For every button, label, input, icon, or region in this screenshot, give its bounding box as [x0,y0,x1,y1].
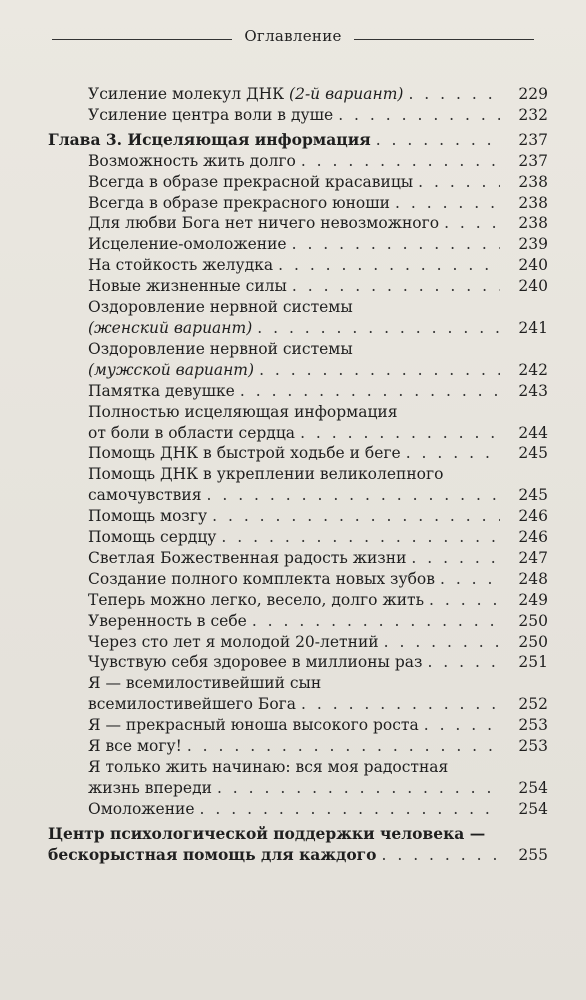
toc-entry [48,611,548,632]
toc-entry-title [88,673,321,694]
page-number: 252 [518,695,548,714]
toc-entry [48,172,548,193]
page-number: 249 [518,590,548,609]
toc-entry-title [88,799,195,820]
dot-leader [301,694,500,715]
dot-leader [301,151,500,172]
toc-entry-title [88,381,235,402]
toc-entry-title [88,339,353,360]
toc-entry [48,652,548,673]
toc-entry-text: самочувствия [88,486,202,505]
toc-entry-text: Усиление молекул ДНК [88,85,290,103]
toc-entry-text: Оздоровление нервной системы [88,298,353,317]
toc-entry-text: Всегда в образе прекрасной красавицы [88,172,414,191]
page-number: 253 [518,737,548,756]
toc-entry-text: Я только жить начинаю: вся моя радостная [88,758,449,776]
toc-entry-text: Для любви Бога нет ничего невозможного [88,214,440,233]
page-number: 229 [518,85,548,103]
page-number: 253 [518,716,548,735]
toc-entry-text: Глава 3. Исцеляющая информация [48,129,371,149]
page-number: 242 [518,360,548,379]
toc-entry [48,590,548,611]
toc-entry-title [88,632,379,653]
toc-entry-title [88,172,413,193]
toc-entry-title [88,105,333,126]
toc-entry-title [48,845,377,866]
table-of-contents [48,84,548,866]
toc-entry-variant: (2-й вариант) [289,85,404,103]
toc-entry-title [88,464,443,485]
dot-leader [257,318,500,339]
page-number: 246 [518,507,548,526]
dot-leader [212,506,500,527]
page-number: 239 [518,235,548,254]
dot-leader [444,213,500,234]
toc-entry-text: Помощь ДНК в укреплении великолепного [88,465,444,484]
toc-entry-text: На стойкость желудка [88,256,274,275]
dot-leader [384,632,500,653]
dot-leader [207,485,501,506]
dot-leader [424,715,500,736]
page-number: 254 [518,778,548,797]
toc-entry-title [88,548,406,569]
dot-leader [252,611,500,632]
page-number: 254 [518,799,548,818]
toc-entry [48,402,548,444]
page-number: 246 [518,528,548,547]
dot-leader [300,423,500,444]
toc-entry-text: Чувствую себя здоровее в миллионы раз [88,653,423,672]
toc-entry-text: жизнь впереди [88,778,212,797]
toc-entry-title [48,130,371,151]
toc-entry [48,757,548,799]
toc-entry-text: Создание полного комплекта новых зубов [88,569,435,588]
toc-chapter-entry [48,824,548,866]
toc-entry-text: бескорыстная помощь для каждого [48,844,377,864]
toc-entry-text: Помощь ДНК в быстрой ходьбе и беге [88,444,401,463]
toc-entry [48,255,548,276]
toc-entry-title [88,694,296,715]
toc-entry-text: Светлая Божественная радость жизни [88,548,407,567]
dot-leader [408,84,500,105]
toc-entry-title [48,824,485,845]
toc-entry [48,381,548,402]
toc-entry-title [88,736,182,757]
toc-entry [48,632,548,653]
page-number: 245 [518,486,548,505]
toc-entry [48,443,548,464]
toc-entry-title [88,318,252,339]
dot-leader [200,799,500,820]
page-number: 251 [518,653,548,672]
header-title: Оглавление [244,27,342,45]
toc-entry-text: Полностью исцеляющая информация [88,402,398,421]
header-rule-right [354,39,534,40]
toc-entry-title [88,84,403,105]
dot-leader [292,276,500,297]
toc-entry-title [88,757,448,778]
toc-entry-text: Памятка девушке [88,381,235,400]
page-number: 243 [518,381,548,400]
dot-leader [429,590,500,611]
dot-leader [338,105,500,126]
dot-leader [440,569,500,590]
toc-entry [48,527,548,548]
toc-entry-variant: (мужской вариант) [88,360,255,379]
toc-entry-text: Центр психологической поддержки человека — [48,823,486,843]
dot-leader [292,234,500,255]
dot-leader [382,845,501,866]
toc-entry-text: Всегда в образе прекрасного юноши [88,193,391,212]
toc-entry [48,234,548,255]
toc-entry-text: Я — прекрасный юноша высокого роста [88,716,419,735]
page-number: 237 [518,151,548,170]
page-number: 245 [518,444,548,463]
toc-entry [48,105,548,126]
toc-entry [48,464,548,506]
toc-entry-text: Возможность жить долго [88,151,296,170]
toc-entry-text: Омоложение [88,799,195,818]
dot-leader [406,443,500,464]
toc-entry-title [88,402,398,423]
page-number: 240 [518,277,548,296]
dot-leader [418,172,500,193]
page-number: 238 [518,172,548,191]
toc-entry [48,548,548,569]
toc-entry [48,84,548,105]
toc-entry [48,673,548,715]
toc-entry-variant: (женский вариант) [88,318,253,337]
page-number: 255 [518,845,548,864]
toc-entry-text: Через сто лет я молодой 20-летний [88,632,379,651]
page-number: 247 [518,548,548,567]
toc-entry-title [88,443,401,464]
toc-entry-title [88,213,439,234]
toc-entry-title [88,276,287,297]
page-number: 237 [518,130,548,149]
toc-entry [48,736,548,757]
page-number: 250 [518,632,548,651]
toc-entry [48,715,548,736]
toc-entry-title [88,611,247,632]
dot-leader [395,193,500,214]
toc-entry-text: Новые жизненные силы [88,277,287,296]
toc-entry-text: Помощь сердцу [88,528,217,547]
dot-leader [221,527,500,548]
toc-entry-title [88,715,419,736]
toc-entry [48,506,548,527]
toc-entry [48,297,548,339]
dot-leader [427,652,500,673]
page-number: 238 [518,193,548,212]
dot-leader [187,736,500,757]
dot-leader [278,255,500,276]
toc-entry-text: Уверенность в себе [88,611,247,630]
toc-entry [48,193,548,214]
toc-entry-text: Теперь можно легко, весело, долго жить [88,590,425,609]
toc-entry-title [88,569,435,590]
page-number: 240 [518,256,548,275]
dot-leader [240,381,500,402]
toc-entry [48,151,548,172]
page-number: 250 [518,611,548,630]
dot-leader [376,130,500,151]
header-rule-left [52,39,232,40]
dot-leader [411,548,500,569]
toc-entry-title [88,527,216,548]
toc-entry-text: Исцеление-омоложение [88,235,287,254]
toc-entry-text: Оздоровление нервной системы [88,339,353,358]
page-number: 241 [518,318,548,337]
toc-entry-text: всемилостивейшего Бога [88,695,297,714]
toc-entry-text: Усиление центра воли в душе [88,105,334,124]
toc-entry [48,276,548,297]
page-number: 244 [518,423,548,442]
toc-entry [48,799,548,820]
toc-entry-title [88,778,212,799]
page-header [52,22,534,50]
toc-entry-title [88,590,424,611]
toc-entry-title [88,193,390,214]
toc-entry-text: Помощь мозгу [88,507,208,526]
toc-entry [48,213,548,234]
toc-entry-title [88,423,295,444]
toc-entry-title [88,234,287,255]
toc-entry-text: Я все могу! [88,737,182,756]
dot-leader [259,360,500,381]
toc-entry-text: Я — всемилостивейший сын [88,674,322,693]
toc-entry [48,569,548,590]
toc-entry-title [88,297,353,318]
toc-entry-title [88,506,207,527]
toc-entry-title [88,360,254,381]
toc-entry-text: от боли в области сердца [88,423,296,442]
page-number: 248 [518,569,548,588]
toc-entry-title [88,485,202,506]
toc-entry-title [88,255,273,276]
toc-chapter-entry [48,130,548,151]
dot-leader [217,778,500,799]
toc-entry-title [88,652,422,673]
toc-entry [48,339,548,381]
page-number: 238 [518,214,548,233]
toc-entry-title [88,151,296,172]
page-number: 232 [518,105,548,124]
